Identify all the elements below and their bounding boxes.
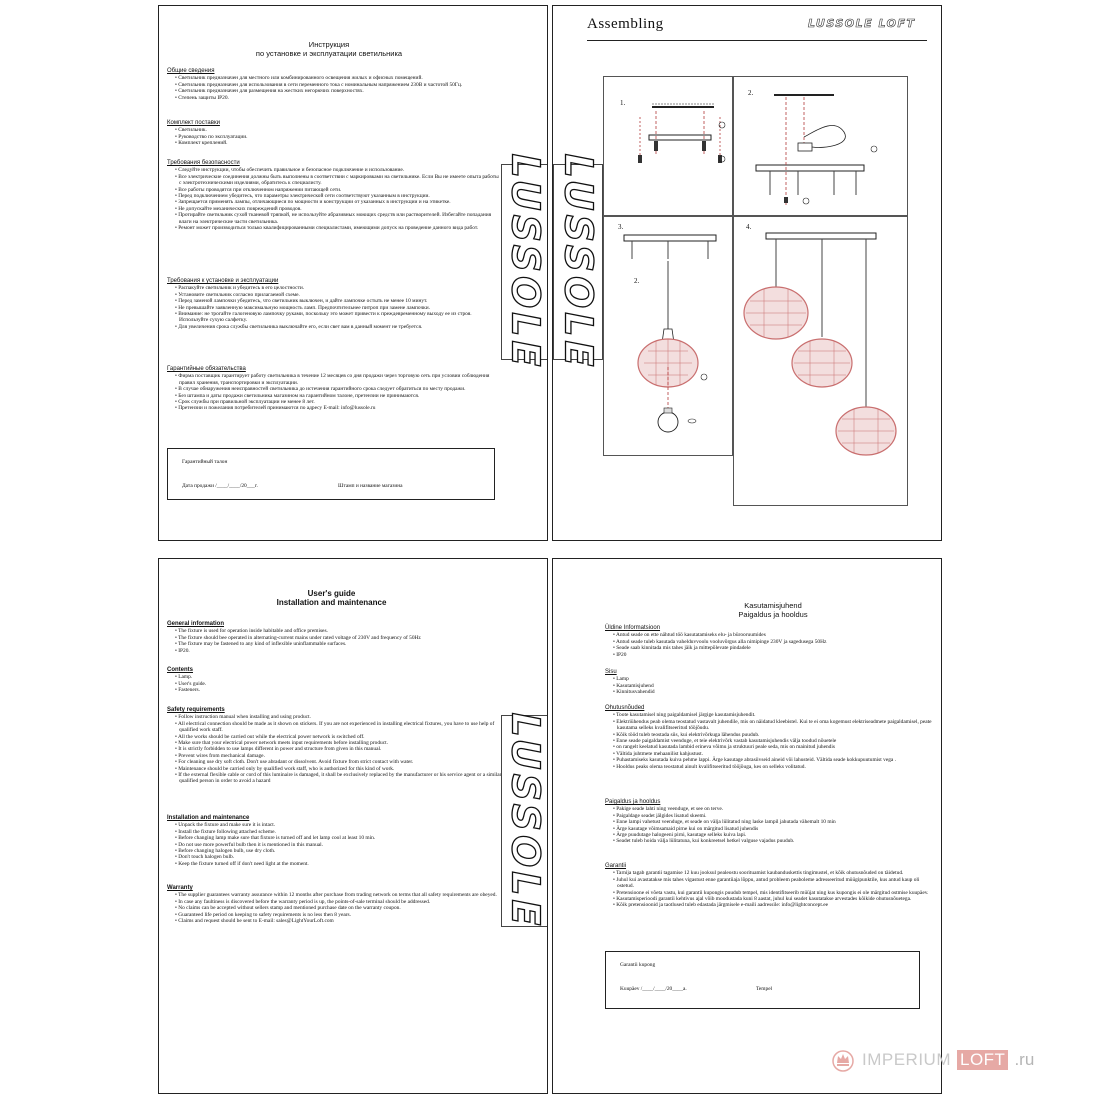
brand-logo: LUSSOLE [503,712,548,930]
list-item: • Paigaldage seadet jälgides lisatud skeemi. [605,813,935,819]
list-item: • Enne seade paigaldamist veenduge, et teie elektrivõrk vastab kasutamisjuhendis välja toodud nõuetele [605,738,935,744]
list-item: • Unpack the fixture and make sure it is intact. [167,822,502,828]
brand-sticker-left [501,153,548,371]
ru-warranty-heading: Гарантийные обязательства [167,366,246,372]
list-item: • В случае обнаружения неисправностей светильника до истечения гарантийного срока следует обратиться по месту продажи. [167,386,502,392]
assembly-page [552,5,942,541]
list-item: • Antud seade tuleb kasutada vahelduvvoolu vooluvõrgus alla nimipinge 230V ja sagedusega 50Hz [605,639,935,645]
assembly-step-2 [733,76,908,216]
list-item: • Follow instruction manual when installing and using product. [167,714,502,720]
step-number: 4. [746,223,752,231]
ru-kit-heading: Комплект поставки [167,120,220,126]
list-item: • Maintenance should be carried only by qualified work staff, who is authorized for this kind of work. [167,766,502,772]
title-divider [587,40,927,41]
list-item: • Fasteners. [167,687,502,693]
en-safety-section [167,707,502,785]
list-item: • Don't touch halogen bulb. [167,854,502,860]
watermark-loft: LOFT [957,1050,1008,1070]
estonian-guide-page [552,558,942,1094]
step-number: 1. [620,99,626,107]
list-item: • Tarnija tagab garantii tagamise 12 kuu jooksul pealeostu soorituamist kaubanduskettis tingimustel, et kõik ohutusnõuded on täidetud. [605,870,935,876]
list-item: • Ремонт может производиться только квалифицированными специалистами, имеющими допуск на проведение данного вида работ. [167,225,502,231]
ru-kit-section [167,120,502,147]
brand-logo: LUSSOLE [556,153,601,371]
ru-warranty-section [167,366,502,412]
list-item: • Светильник. [167,127,502,133]
watermark-tld: .ru [1014,1050,1035,1069]
list-item: • Do not use more powerful bulb then it is mentioned in this manual. [167,842,502,848]
list-item: • All electrical connection should be made as it shown on stickers. If you are not experienced in installing electrical fixtures, you have to use help of qualified work staff. [167,721,502,734]
list-item: • Ärge puudutage halogeeni pirni, kasutage selleks kuiva lapi. [605,832,935,838]
en-safety-heading: Safety requirements [167,707,225,713]
list-item: • Установите светильник согласно прилагаемой схеме. [167,292,502,298]
list-item: • Before changing halogen bulb, use dry cloth. [167,848,502,854]
coupon-stamp-label: Штамп и название магазина [338,483,403,489]
list-item: • Следуйте инструкции, чтобы обеспечить правильное и безопасное подключение и использование. [167,167,502,173]
list-item: • Kõik tööd tuleb teostada siis, kui elektrivõrkuga lähendus puudub. [605,732,935,738]
list-item: • Keep the fixture turned off if don't need light at the moment. [167,861,502,867]
bulb-install-diagram [604,217,734,457]
list-item: • Seadet tuleb hoida välja lülitatuna, kui konkreetsel hetkel valguse vajadus puudub. [605,838,935,844]
et-warranty-heading: Garantii [605,863,627,869]
assembly-step-1 [603,76,733,216]
assembly-step-3 [603,216,733,456]
ru-subtitle: по установке и эксплуатации светильника [255,49,403,58]
list-item: • Ärge kasutage võimsamaid pirne kui on märgitud lisatud juhendis [605,826,935,832]
assembly-step-4 [733,216,908,506]
list-item: • Степень защиты IP20. [167,95,502,101]
list-item: • Install the fixture following attached scheme. [167,829,502,835]
list-item: • Kinnitusvahendid [605,689,935,695]
list-item: • on rangelt keelatud kasutada lambid erineva võimu ja struktuuri peale seda, mis on mainitud juhendis [605,744,935,750]
ru-general-heading: Общие сведения [167,68,215,74]
crown-logo-icon [830,1047,856,1073]
list-item: • Распакуйте светильник и убедитесь в его целостности. [167,285,502,291]
et-warranty-section [605,863,935,909]
list-item: • If the external flexible cable or cord of this luminaire is damaged, it shall be exclusively replaced by the manufacturer or his service agent or a similar qualified person in order to avoid a hazard [167,772,502,785]
et-general-heading: Üldine Informatsioon [605,625,661,631]
en-contents-section [167,667,502,694]
en-title: User's guide [307,589,356,598]
coupon-date-line: Kuupäev /____/____/20____a. [620,986,687,992]
list-item: • Pretensioone ei võeta vastu, kui garantii kupongis puudub tempel, mis identifitseerib müüjat ning kus kupongis ei ole märgitud ostmise kuupäev. [605,890,935,896]
ru-install-heading: Требования к установке и эксплуатации [167,278,279,284]
coupon-title: Garantii kupong [620,962,656,968]
list-item: • All the works should be carried out while the electrical power network is switched off. [167,734,502,740]
en-contents-heading: Contents [167,667,193,673]
list-item: • Elektriühendus peab olema teostatud vastavalt juhendile, mis on näidatud kleebistel. Kui te ei oma kogemust elektriseadmete paigaldamisel, peate kasutama selleks kvalifitseeritud tööjõudu. [605,719,935,732]
list-item: • Фирма поставщик гарантирует работу светильника в течение 12 месяцев со дня продажи через торговую сеть при условии соблюдения правил хранения, транспортировки и эксплуатации. [167,373,502,386]
list-item: • Все электрические соединения должны быть выполнены в соответствии с маркировками на светильнике. Если Вы не имеете опыта работы с электротехническими изделиями, обратитесь к специалисту. [167,174,502,187]
list-item: • Внимание: не трогайте галогеновую лампочку руками, поскольку это может привести к преждевременному выходу ее из строя. Используйте сухую салфетку. [167,311,502,324]
russian-instruction-page [158,5,548,541]
list-item: • For cleaning use dry soft cloth. Don't use abradant or dissolvent. Avoid fixture from strict contact with water. [167,759,502,765]
sub-step-number: 2. [634,277,640,285]
et-general-section [605,625,935,658]
et-kit-section [605,669,935,696]
list-item: • Срок службы при правильной эксплуатации не менее 8 лет. [167,399,502,405]
list-item: • Juhul kui avastatakse mis tahes vigastust enne garantiiaja lõppu, antud probleem peaboleme adresseeritud müügipunktile, kus antud kaup oli ostetud. [605,877,935,890]
et-kit-heading: Sisu [605,669,617,675]
list-item: • IP20. [167,648,502,654]
en-warranty-section [167,885,502,924]
list-item: • Lamp [605,676,935,682]
list-item: • Kasutamisjuhend [605,683,935,689]
et-install-heading: Paigaldus ja hooldus [605,799,661,805]
list-item: • It is strictly forbidden to use lamps different in power and structure from given in this manual. [167,746,502,752]
en-install-heading: Installation and maintenance [167,815,250,821]
list-item: • Vältida juhtmete mehaanilist kahjustust. [605,751,935,757]
list-item: • Комплект креплений. [167,140,502,146]
final-assembly-diagram [734,217,909,507]
list-item: • Запрещается применять лампы, отличающиеся по мощности и конструкции от указанных в инструкции и на этикетке. [167,199,502,205]
list-item: • Before changing lamp make sure that fixture is turned off and let lamp cool at least 10 min. [167,835,502,841]
coupon-title: Гарантийный талон [182,459,228,465]
list-item: • Prevent wires from mechanical damage. [167,753,502,759]
en-general-section [167,621,502,654]
lamp-shade-1 [744,287,808,339]
ru-warranty-coupon [167,448,495,500]
list-item: • Toote kasutamisel ning paigaldamisel järgige kasutamisjuhendit. [605,712,935,718]
coupon-date-line: Дата продажи /____/____/20___г. [182,483,258,489]
list-item: • The fixture should bee operated in alternating-current mains under rated voltage of 230V and frequency of 50Hz [167,635,502,641]
list-item: • Kasutamisperioodi garantii kehtivus ajal võib moodustada kuni 8 aastat, juhul kui seadet kasutatakse arvestades kõikide ohutusnõuetega. [605,896,935,902]
list-item: • Руководство по эксплуатации. [167,134,502,140]
list-item: • Не допускайте механических повреждений проводов. [167,206,502,212]
list-item: • Все работы проводятся при отключенном напряжении питающей сети. [167,187,502,193]
ceiling-mount-diagram [604,77,734,217]
et-install-section [605,799,935,845]
list-item: • Протирайте светильник сухой тканевой тряпкой, не используйте абразивных моющих средств или растворителей. Избегайте попадания влаги на электрические части светильника. [167,212,502,225]
list-item: • In case any faultiness is discovered before the warranty period is up, the points-of-sale terminal should be addressed. [167,899,502,905]
list-item: • IP20 [605,652,935,658]
ru-title: Инструкция [308,40,350,49]
et-safety-heading: Ohutusnõuded [605,705,645,711]
brand-logo: LUSSOLE [503,153,548,371]
list-item: • Claims and request should be sent to E-mail: sales@LightYourLoft.com [167,918,502,924]
list-item: • The fixture may be fastened to any kind of inflexible uninflammable surfaces. [167,641,502,647]
ru-install-section [167,278,502,330]
ru-safety-section [167,160,502,231]
ru-safety-heading: Требования безопасности [167,160,240,166]
wiring-diagram [734,77,909,217]
list-item: • The supplier guarantees warranty assurance within 12 months after purchase from trading network on terms that all safety requirements are obeyed. [167,892,502,898]
list-item: • Make sure that your electrical power network meets input requirements before installing product. [167,740,502,746]
imperium-loft-watermark [830,1040,1034,1080]
list-item: • User's guide. [167,681,502,687]
en-warranty-heading: Warranty [167,885,193,891]
list-item: • The fixture is used for operation inside habitable and office premises. [167,628,502,634]
lamp-shade-2 [792,339,852,387]
step-number: 2. [748,89,754,97]
coupon-stamp-label: Tempel [756,986,773,992]
brand-sticker-left [501,712,548,930]
assembly-title: Assembling [587,16,664,32]
list-item: • Enne lampi vahetust veenduge, et seade on välja lülitatud ning laske lampil jahutada vähemalt 10 min [605,819,935,825]
list-item: • Puhastamiseks kasutada kuiva pehme lappi. Ärge kasutage abrasiivseid aineid või lahusteid. Vältida seade kokkupuutumist vega . [605,757,935,763]
list-item: • Seade saab kinnitada mis tahes jäik ja mittepõlevate pindadele [605,645,935,651]
en-general-heading: General information [167,621,225,627]
step-number: 3. [618,223,624,231]
list-item: • Pakige seade lahti ning veenduge, et see on terve. [605,806,935,812]
et-title: Kasutamisjuhend [744,601,802,610]
list-item: • Претензии и пожелания потребителей принимаются по адресу E-mail: info@lussole.ru [167,405,502,411]
brand-sticker-right [553,153,603,371]
list-item: • Не превышайте заявленную максимальную мощность ламп. Предпочтительнее питроп при замене лампочки. [167,305,502,311]
list-item: • Antud seade on ette nähtud töö kasutatamiseks elu- ja büroоruumides [605,632,935,638]
english-guide-page [158,558,548,1094]
lamp-shade-3 [836,407,896,455]
et-subtitle: Paigaldus ja hooldus [738,610,808,619]
list-item: • No claims can be accepted without sellers stamp and mentioned purchase date on the warranty coupon. [167,905,502,911]
en-subtitle: Installation and maintenance [276,598,387,607]
ru-general-section [167,68,502,101]
watermark-name: IMPERIUM [862,1050,951,1069]
list-item: • Без штампа и даты продажи светильника магазином на гарантийном талоне, претензии не принимаются. [167,393,502,399]
list-item: • Lamp. [167,674,502,680]
et-safety-section [605,705,935,770]
list-item: • Kõik pretensioonid ja taotlused tuleb edastada järgmisele e-maili aadressile: info@lightconcept.ee [605,902,935,908]
list-item: • Перед подключением убедитесь, что параметры электрической сети соответствуют указанным в инструкции. [167,193,502,199]
list-item: • Светильник предназначен для использования в сети переменного тока с номинальным напряжением 230В и частотой 50Гц. [167,82,502,88]
list-item: • Guaranteed life period on keeping to safety requirements is no less then 8 years. [167,912,502,918]
en-install-section [167,815,502,867]
list-item: • Светильник предназначен для размещения на жестких негорючих поверхностях. [167,88,502,94]
list-item: • Перед заменой лампочки убедитесь, что светильник выключен, и дайте лампочке остыть не менее 10 минут. [167,298,502,304]
et-warranty-coupon [605,951,920,1009]
list-item: • Hooldus peaks olema teostatud ainult kvalifitseeritud tööjõuga, kes on selleks volitatud. [605,764,935,770]
list-item: • Для увеличения срока службы светильника выключайте его, если свет вам в данный момент не требуется. [167,324,502,330]
lussole-loft-logo: LUSSOLE LOFT [808,17,916,30]
list-item: • Светильник предназначен для местного или комбинированного освещения жилых и офисных помещений. [167,75,502,81]
